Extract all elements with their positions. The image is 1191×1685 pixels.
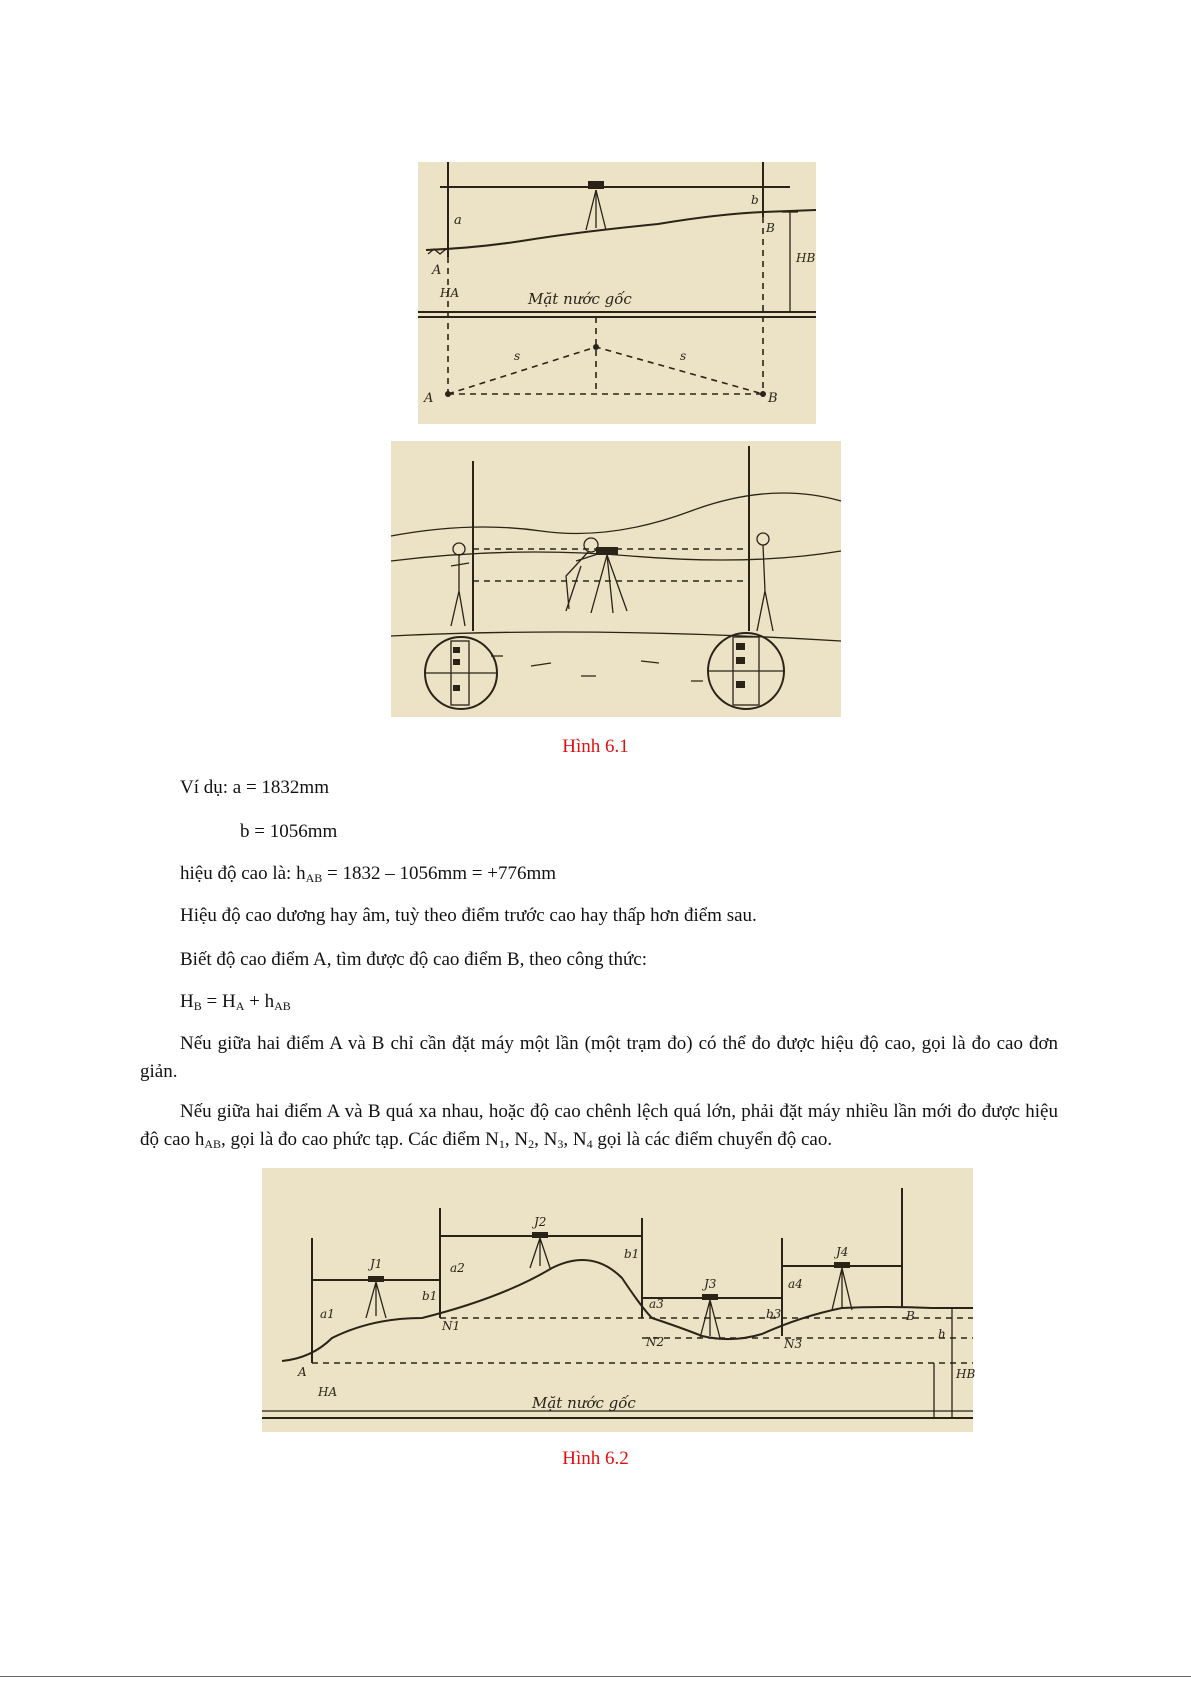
- svg-text:HA: HA: [318, 1385, 338, 1399]
- label-B: B: [766, 221, 775, 235]
- label-b: b: [751, 193, 759, 207]
- figure-6-1-schematic: [418, 162, 816, 424]
- plan-label-B: B: [768, 391, 778, 406]
- label-A: A: [432, 263, 442, 278]
- label-HA: HA: [440, 286, 460, 300]
- svg-text:J1: J1: [370, 1257, 383, 1271]
- svg-text:N1: N1: [442, 1319, 461, 1333]
- svg-text:b3: b3: [766, 1307, 782, 1321]
- svg-text:HB: HB: [956, 1367, 976, 1381]
- height-difference: [180, 862, 556, 887]
- terrain-profile: [282, 1260, 973, 1361]
- rodman-right-figure: [757, 545, 773, 631]
- svg-text:J4: J4: [836, 1245, 849, 1259]
- svg-text:N2: N2: [646, 1335, 665, 1349]
- plan-label-s1: s: [514, 349, 521, 363]
- diff-sub: AB: [305, 871, 323, 885]
- ground-line: [426, 210, 816, 250]
- svg-text:B: B: [906, 1309, 915, 1323]
- instrument-icon: [596, 547, 618, 555]
- plan-sight-lines: [448, 347, 763, 394]
- svg-text:b1: b1: [422, 1289, 438, 1303]
- example-b: b = 1056mm: [240, 821, 338, 842]
- diff-suffix: = 1832 – 1056mm = +776mm: [322, 863, 557, 884]
- plan-label-A: A: [424, 391, 434, 406]
- datum-label-2: Mặt nước gốc: [532, 1394, 636, 1412]
- svg-text:J2: J2: [534, 1215, 547, 1229]
- svg-text:a3: a3: [649, 1297, 664, 1311]
- instrument-J2: [530, 1232, 550, 1268]
- label-HB: HB: [796, 251, 816, 265]
- svg-text:N3: N3: [784, 1337, 803, 1351]
- diff-prefix: hiệu độ cao là: h: [180, 863, 306, 884]
- example-a: Ví dụ: a = 1832mm: [180, 777, 329, 798]
- datum-label: Mặt nước gốc: [528, 290, 632, 308]
- simple-leveling-paragraph: Nếu giữa hai điểm A và B chỉ cần đặt máy một lần (một trạm đo) có thể đo được hiệu độ cao, gọi là đo cao đơn giản.: [140, 1033, 1058, 1082]
- field-survey-illustration: [391, 441, 841, 717]
- svg-text:a4: a4: [788, 1277, 803, 1291]
- svg-text:J3: J3: [704, 1277, 717, 1291]
- leveling-schematic-diagram: [418, 162, 816, 424]
- figure-6-2-diagram: [262, 1168, 976, 1432]
- level-instrument-icon: [588, 181, 604, 189]
- compound-leveling-diagram: [262, 1168, 976, 1432]
- footer-rule: [0, 1676, 1191, 1677]
- svg-text:A: A: [298, 1365, 307, 1379]
- svg-text:h: h: [938, 1327, 946, 1341]
- instrument-J1: [366, 1276, 386, 1318]
- instrument-J3: [700, 1294, 720, 1338]
- formula-intro: Biết độ cao điểm A, tìm được độ cao điểm B, theo công thức:: [180, 949, 648, 970]
- svg-text:b1: b1: [624, 1247, 640, 1261]
- rodman-left-figure: [451, 555, 469, 626]
- formula: $H_B = H_A + h_{AB}$: [180, 991, 291, 1013]
- figure-6-1-illustration: [391, 441, 841, 717]
- figure-6-2-caption: Hình 6.2: [562, 1448, 629, 1469]
- svg-text:a1: a1: [320, 1307, 335, 1321]
- instrument-J4: [832, 1262, 852, 1310]
- sign-note: Hiệu độ cao dương hay âm, tuỳ theo điểm trước cao hay thấp hơn điểm sau.: [180, 905, 757, 926]
- label-a: a: [454, 213, 462, 228]
- svg-text:a2: a2: [450, 1261, 465, 1275]
- figure-6-1-caption: Hình 6.1: [562, 736, 629, 757]
- plan-label-s2: s: [680, 349, 687, 363]
- complex-leveling-paragraph: Nếu giữa hai điểm A và B quá xa nhau, hoặc độ cao chênh lệch quá lớn, phải đặt máy nhiều lần mới đo được hiệu độ cao $h_{AB}$, gọi là đo cao phức tạp. Các điểm $N_1$, $N_2$, $N_3$, $N_4$ gọi là các điểm chuyển độ cao.: [140, 1101, 1058, 1151]
